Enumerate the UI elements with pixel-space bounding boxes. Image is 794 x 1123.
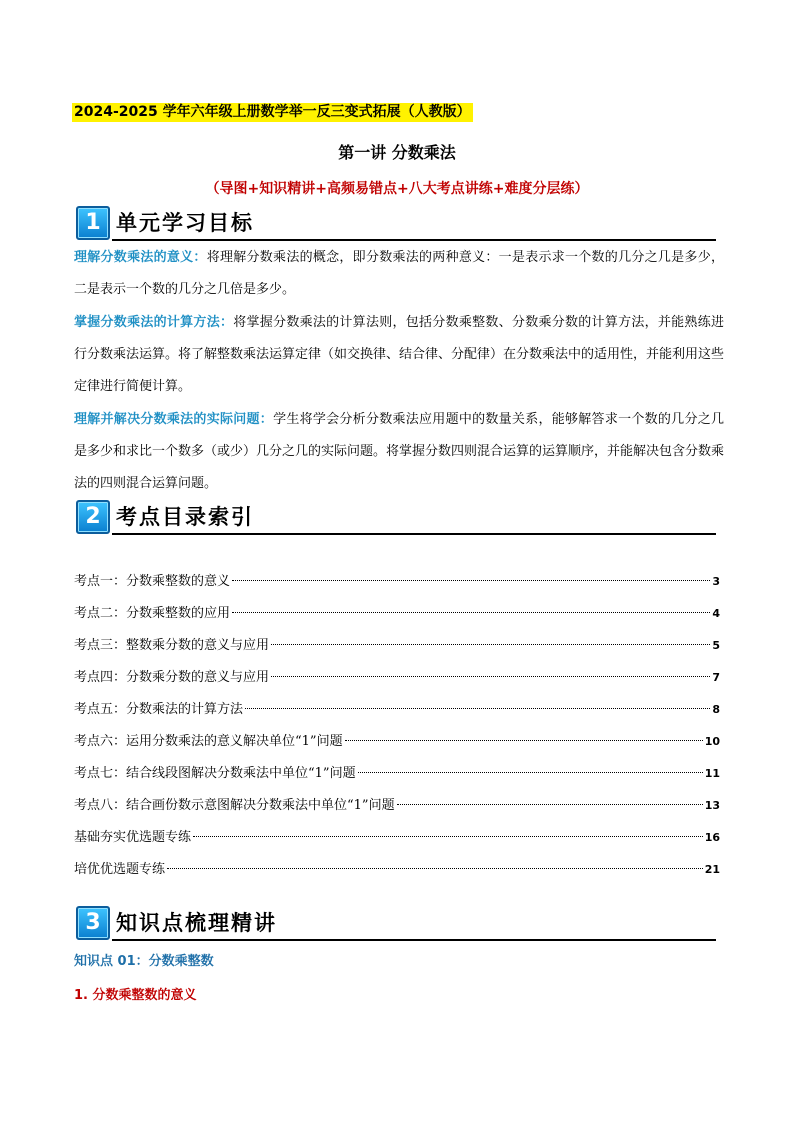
toc-page-number: 16: [704, 831, 720, 844]
goal-paragraph: [74, 307, 724, 403]
section-number-badge: 2: [76, 500, 110, 534]
toc-leader: [345, 740, 703, 741]
section-heading-toc: [76, 500, 716, 536]
lecture-title: 第一讲 分数乘法: [338, 143, 456, 162]
toc-entry-title[interactable]: 考点一：分数乘整数的意义: [74, 574, 231, 589]
toc-entry[interactable]: [74, 566, 720, 598]
section-number-badge: 3: [76, 906, 110, 940]
toc-entry[interactable]: [74, 726, 720, 758]
section-heading-goals: [76, 206, 716, 242]
toc-entry[interactable]: [74, 854, 720, 886]
section-title: 考点目录索引: [116, 505, 254, 529]
toc-entry-title[interactable]: 考点三：整数乘分数的意义与应用: [74, 638, 270, 653]
toc-leader: [245, 708, 710, 709]
toc-page-number: 8: [712, 703, 720, 716]
toc-leader: [232, 580, 710, 581]
toc-entry[interactable]: [74, 822, 720, 854]
toc-leader: [271, 676, 710, 677]
toc-entry[interactable]: [74, 662, 720, 694]
toc-leader: [358, 772, 703, 773]
goal-paragraph: [74, 404, 724, 500]
section-title: 单元学习目标: [116, 211, 254, 235]
section-underline: [112, 939, 716, 941]
section-title: 知识点梳理精讲: [116, 911, 277, 935]
goal-text: 将掌握分数乘法的计算法则，包括分数乘整数、分数乘分数的计算方法，并能熟练进行分数乘法运算。将了解整数乘法运算定律（如交换律、结合律、分配律）在分数乘法中的适用性，并能利用这些定律进行简便计算。: [74, 315, 725, 394]
toc-page-number: 7: [712, 671, 720, 684]
toc-page-number: 21: [704, 863, 720, 876]
goal-lead: 理解分数乘法的意义：: [74, 250, 207, 265]
toc-page-number: 11: [704, 767, 720, 780]
toc-entry-title[interactable]: 考点四：分数乘分数的意义与应用: [74, 670, 270, 685]
toc-entry[interactable]: [74, 758, 720, 790]
table-of-contents: [74, 566, 720, 886]
toc-page-number: 4: [712, 607, 720, 620]
toc-entry[interactable]: [74, 694, 720, 726]
toc-entry-title[interactable]: 考点二：分数乘整数的应用: [74, 606, 231, 621]
toc-entry-title[interactable]: 考点八：结合画份数示意图解决分数乘法中单位“1”问题: [74, 798, 395, 813]
section-number-badge: 1: [76, 206, 110, 240]
knowledge-point-item: 1. 分数乘整数的意义: [74, 988, 197, 1003]
toc-page-number: 10: [704, 735, 720, 748]
section-heading-knowledge: [76, 906, 716, 942]
toc-entry-title[interactable]: 考点五：分数乘法的计算方法: [74, 702, 244, 717]
goal-text: 将理解分数乘法的概念，即分数乘法的两种意义：一是表示求一个数的几分之几是多少，二是表示一个数的几分之几倍是多少。: [74, 250, 724, 297]
series-title: 2024-2025 学年六年级上册数学举一反三变式拓展（人教版）: [74, 104, 471, 120]
goal-lead: 理解并解决分数乘法的实际问题：: [74, 412, 274, 427]
toc-page-number: 3: [712, 575, 720, 588]
toc-entry[interactable]: [74, 630, 720, 662]
goal-paragraph: [74, 242, 724, 306]
toc-page-number: 5: [712, 639, 720, 652]
toc-leader: [271, 644, 710, 645]
toc-leader: [167, 868, 703, 869]
toc-entry[interactable]: [74, 790, 720, 822]
goal-lead: 掌握分数乘法的计算方法：: [74, 315, 234, 330]
section-underline: [112, 239, 716, 241]
lecture-subtitle: （导图+知识精讲+高频易错点+八大考点讲练+难度分层练）: [205, 181, 589, 197]
toc-leader: [193, 836, 703, 837]
goal-text: 学生将学会分析分数乘法应用题中的数量关系，能够解答求一个数的几分之几是多少和求比一个数多（或少）几分之几的实际问题。将掌握分数四则混合运算的运算顺序，并能解决包含分数乘法的四则混合运算问题。: [74, 412, 725, 491]
toc-entry-title[interactable]: 基础夯实优选题专练: [74, 830, 192, 845]
toc-entry-title[interactable]: 培优优选题专练: [74, 862, 166, 877]
toc-entry[interactable]: [74, 598, 720, 630]
section-underline: [112, 533, 716, 535]
toc-leader: [397, 804, 703, 805]
toc-leader: [232, 612, 710, 613]
toc-page-number: 13: [704, 799, 720, 812]
toc-entry-title[interactable]: 考点六：运用分数乘法的意义解决单位“1”问题: [74, 734, 343, 749]
toc-entry-title[interactable]: 考点七：结合线段图解决分数乘法中单位“1”问题: [74, 766, 356, 781]
knowledge-point-title: 知识点 01：分数乘整数: [74, 954, 214, 969]
